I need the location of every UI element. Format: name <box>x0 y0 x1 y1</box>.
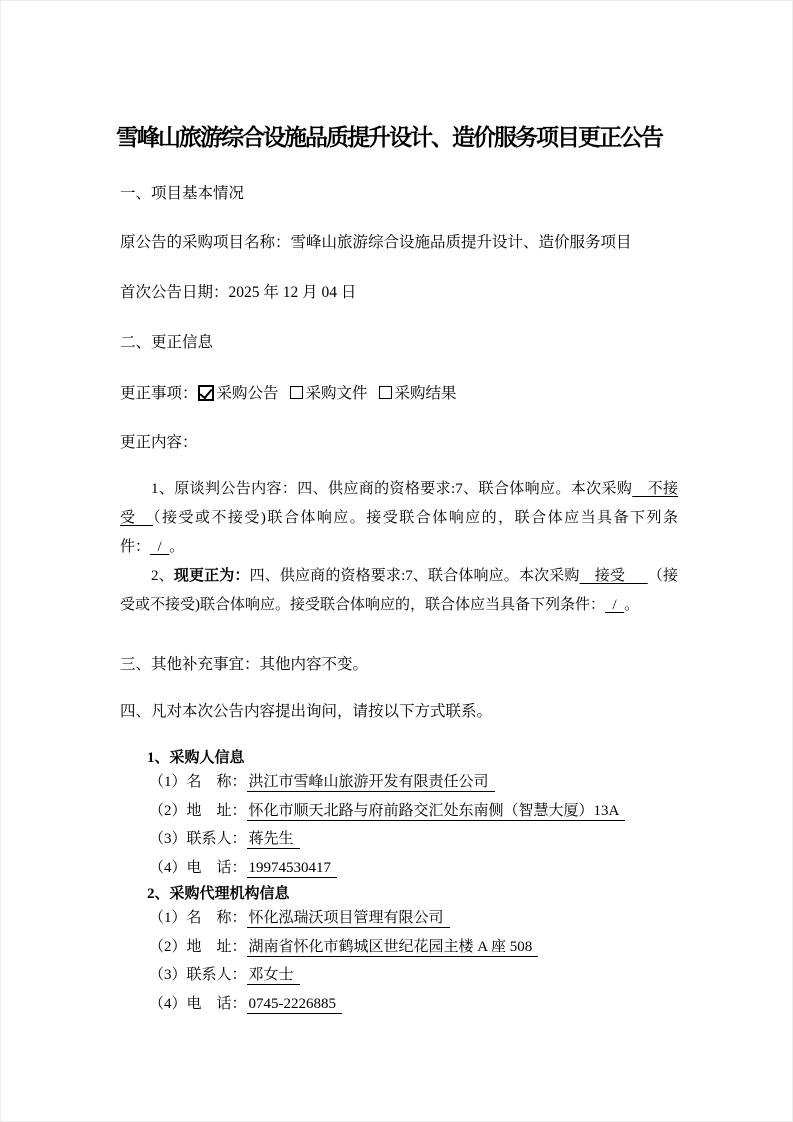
agency-name-row <box>120 904 678 933</box>
agency-address-value: 湖南省怀化市鹤城区世纪花园主楼 A 座 508 <box>247 939 539 957</box>
document-content <box>1 1 792 1018</box>
purchaser-name-label: （1）名 称： <box>149 774 247 790</box>
agency-name-value: 怀化泓瑞沃项目管理有限公司 <box>247 910 450 928</box>
purchaser-phone-value: 19974530417 <box>247 860 338 878</box>
original-project-name: 原公告的采购项目名称：雪峰山旅游综合设施品质提升设计、造价服务项目 <box>120 234 632 251</box>
correction-paragraph-updated: 2、现更正为：四、供应商的资格要求:7、联合体响应。本次采购 接受 （接受或不接受)联合体响应。接受联合体响应的，联合体应当具备下列条件： / 。 <box>120 568 678 613</box>
checkbox-label: 采购文件 <box>305 385 368 402</box>
checked-checkbox-icon <box>198 385 214 401</box>
purchaser-address-label: （2）地 址： <box>149 802 247 819</box>
checkbox-group-procurement-announcement <box>198 385 279 402</box>
section4-heading: 四、凡对本次公告内容提出询问，请按以下方式联系。 <box>120 703 493 720</box>
agency-phone-value: 0745-2226885 <box>247 996 343 1014</box>
agency-contact-row <box>120 961 678 990</box>
purchaser-contact-label: （3）联系人： <box>149 831 247 847</box>
purchaser-contact-row <box>120 825 678 854</box>
agency-address-label: （2）地 址： <box>149 938 247 955</box>
agency-contact-label: （3）联系人： <box>149 967 247 983</box>
checkbox-label: 采购结果 <box>394 385 457 402</box>
checkbox-group-procurement-document <box>290 385 368 402</box>
correction-items-line <box>120 384 678 404</box>
purchaser-phone-row <box>120 854 678 883</box>
agency-address-row <box>120 933 678 962</box>
purchaser-info-heading: 1、采购人信息 <box>147 750 245 766</box>
checkbox-label: 采购公告 <box>216 385 279 402</box>
correction-items-label: 更正事项： <box>120 385 198 402</box>
purchaser-address-value: 怀化市顺天北路与府前路交汇处东南侧（智慧大厦）13A <box>247 803 626 821</box>
first-announcement-date: 首次公告日期：2025 年 12 月 04 日 <box>120 284 357 301</box>
section3-heading: 三、其他补充事宜：其他内容不变。 <box>120 656 369 673</box>
section1-heading: 一、项目基本情况 <box>120 185 245 202</box>
document-title: 雪峰山旅游综合设施品质提升设计、造价服务项目更正公告 <box>116 124 662 150</box>
agency-phone-row <box>120 990 678 1019</box>
agency-contact-value: 邓女士 <box>247 967 300 985</box>
agency-phone-label: （4）电 话： <box>149 995 247 1012</box>
section2-heading: 二、更正信息 <box>120 334 214 351</box>
purchaser-name-row <box>120 768 678 797</box>
purchaser-contact-value: 蒋先生 <box>247 831 300 849</box>
agency-info-heading: 2、采购代理机构信息 <box>147 886 290 902</box>
unchecked-checkbox-icon <box>379 386 392 399</box>
correction-content-label: 更正内容： <box>120 434 198 451</box>
purchaser-name-value: 洪江市雪峰山旅游开发有限责任公司 <box>247 774 495 792</box>
purchaser-phone-label: （4）电 话： <box>149 859 247 876</box>
checkbox-group-procurement-result <box>379 385 457 402</box>
correction-paragraph-original: 1、原谈判公告内容：四、供应商的资格要求:7、联合体响应。本次采购 不接受 （接受或不接受)联合体响应。接受联合体响应的，联合体应当具备下列条件： / 。 <box>120 481 678 555</box>
agency-name-label: （1）名 称： <box>149 910 247 926</box>
purchaser-address-row <box>120 797 678 826</box>
unchecked-checkbox-icon <box>290 386 303 399</box>
